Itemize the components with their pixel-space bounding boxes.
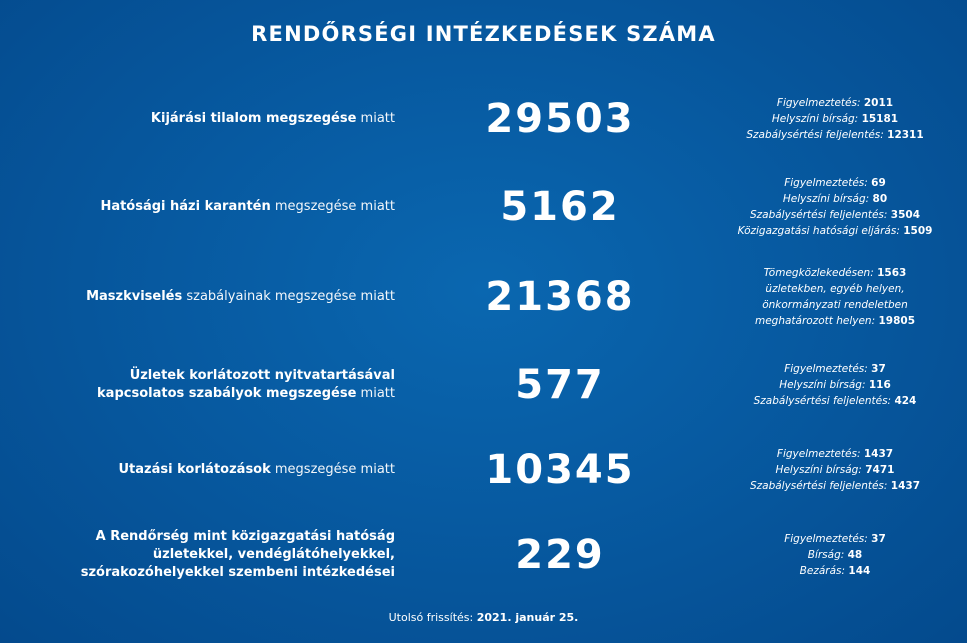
detail-line bbox=[725, 547, 945, 563]
detail-line bbox=[725, 563, 945, 579]
detail-label: Helyszíni bírság: bbox=[775, 464, 862, 476]
row-label bbox=[35, 110, 395, 128]
detail-value: 19805 bbox=[878, 315, 915, 327]
detail-value: 3504 bbox=[890, 209, 921, 221]
detail-line bbox=[725, 175, 945, 191]
row-label bbox=[35, 288, 395, 306]
detail-value: 69 bbox=[871, 177, 886, 189]
row-number: 229 bbox=[515, 532, 605, 578]
detail-line bbox=[725, 111, 945, 127]
row-label-rest: megszegése miatt bbox=[270, 199, 395, 214]
detail-label: Szabálysértési feljelentés: bbox=[753, 395, 892, 407]
detail-label: Szabálysértési feljelentés: bbox=[746, 129, 884, 141]
detail-line bbox=[725, 478, 945, 494]
detail-line bbox=[725, 377, 945, 393]
row-details bbox=[725, 531, 945, 579]
row-label bbox=[65, 367, 395, 403]
detail-label: Figyelmeztetés: bbox=[784, 363, 868, 375]
row-details bbox=[725, 361, 945, 409]
detail-label: Közigazgatási hatósági eljárás: bbox=[737, 225, 900, 237]
row-label bbox=[35, 198, 395, 216]
detail-line bbox=[725, 127, 945, 143]
row-label-bold: Hatósági házi karantén bbox=[100, 199, 271, 214]
row-label-rest: miatt bbox=[356, 111, 395, 126]
detail-label: Bezárás: bbox=[799, 565, 846, 577]
detail-line bbox=[725, 281, 945, 297]
row-label-rest: megszegése miatt bbox=[270, 462, 395, 477]
detail-line bbox=[725, 223, 945, 239]
detail-label: önkormányzati rendeletben bbox=[762, 299, 908, 311]
stat-row-quarantine bbox=[0, 162, 967, 252]
detail-value: 12311 bbox=[887, 129, 924, 141]
last-updated-label: Utolsó frissítés: bbox=[388, 611, 477, 624]
row-label-rest: szabályainak megszegése miatt bbox=[182, 289, 395, 304]
row-label bbox=[35, 461, 395, 479]
row-number: 577 bbox=[515, 362, 605, 408]
row-label-bold: Maszkviselés bbox=[86, 289, 183, 304]
detail-value: 1509 bbox=[903, 225, 933, 237]
detail-line bbox=[725, 462, 945, 478]
detail-value: 424 bbox=[894, 395, 917, 407]
row-label-bold: A Rendőrség mint közigazgatási hatóság üzletekkel, vendéglátóhelyekkel, szórakozóhelyekkel szembeni intézkedései bbox=[80, 529, 395, 580]
detail-label: Helyszíni bírság: bbox=[782, 193, 870, 205]
detail-line bbox=[725, 95, 945, 111]
detail-value: 37 bbox=[871, 363, 886, 375]
detail-line bbox=[725, 313, 945, 329]
row-label-bold: Üzletek korlátozott nyitvatartásával kapcsolatos szabályok megszegése bbox=[97, 368, 395, 401]
detail-value: 7471 bbox=[865, 464, 895, 476]
detail-label: meghatározott helyen: bbox=[754, 315, 876, 327]
detail-value: 1563 bbox=[877, 267, 907, 279]
detail-line bbox=[725, 531, 945, 547]
detail-value: 144 bbox=[848, 565, 871, 577]
row-label-rest: miatt bbox=[356, 386, 395, 401]
detail-line bbox=[725, 191, 945, 207]
row-number: 21368 bbox=[485, 274, 635, 320]
stat-row-authority bbox=[0, 510, 967, 600]
detail-label: üzletekben, egyéb helyen, bbox=[765, 283, 905, 295]
detail-value: 15181 bbox=[861, 113, 899, 125]
stat-row-shops bbox=[0, 340, 967, 430]
row-number: 29503 bbox=[485, 96, 635, 142]
detail-label: Figyelmeztetés: bbox=[776, 97, 861, 109]
detail-line bbox=[725, 446, 945, 462]
detail-line bbox=[725, 265, 945, 281]
detail-value: 1437 bbox=[890, 480, 921, 492]
detail-line bbox=[725, 393, 945, 409]
row-label bbox=[65, 528, 395, 582]
last-updated bbox=[0, 611, 967, 624]
detail-value: 2011 bbox=[863, 97, 894, 109]
detail-value: 80 bbox=[872, 193, 888, 205]
row-details bbox=[725, 95, 945, 143]
row-label-bold: Utazási korlátozások bbox=[118, 462, 271, 477]
detail-value: 1437 bbox=[863, 448, 894, 460]
detail-value: 48 bbox=[847, 549, 863, 561]
detail-line bbox=[725, 297, 945, 313]
detail-label: Helyszíni bírság: bbox=[771, 113, 859, 125]
row-details bbox=[725, 175, 945, 239]
row-number: 5162 bbox=[500, 184, 620, 230]
row-label-bold: Kijárási tilalom megszegése bbox=[150, 111, 357, 126]
detail-line bbox=[725, 361, 945, 377]
page-title: RENDŐRSÉGI INTÉZKEDÉSEK SZÁMA bbox=[251, 22, 716, 46]
detail-label: Tömegközlekedésen: bbox=[763, 267, 874, 279]
stat-row-travel bbox=[0, 425, 967, 515]
detail-label: Figyelmeztetés: bbox=[784, 177, 868, 189]
detail-label: Szabálysértési feljelentés: bbox=[749, 209, 888, 221]
detail-label: Figyelmeztetés: bbox=[776, 448, 861, 460]
stat-row-curfew bbox=[0, 74, 967, 164]
detail-value: 37 bbox=[871, 533, 886, 545]
detail-label: Helyszíni bírság: bbox=[779, 379, 866, 391]
row-details bbox=[725, 265, 945, 329]
detail-label: Figyelmeztetés: bbox=[784, 533, 868, 545]
stat-row-mask bbox=[0, 252, 967, 342]
detail-line bbox=[725, 207, 945, 223]
row-details bbox=[725, 446, 945, 494]
row-number: 10345 bbox=[485, 447, 635, 493]
last-updated-date: 2021. január 25. bbox=[476, 611, 579, 624]
detail-label: Szabálysértési feljelentés: bbox=[749, 480, 888, 492]
detail-value: 116 bbox=[868, 379, 891, 391]
detail-label: Bírság: bbox=[807, 549, 845, 561]
